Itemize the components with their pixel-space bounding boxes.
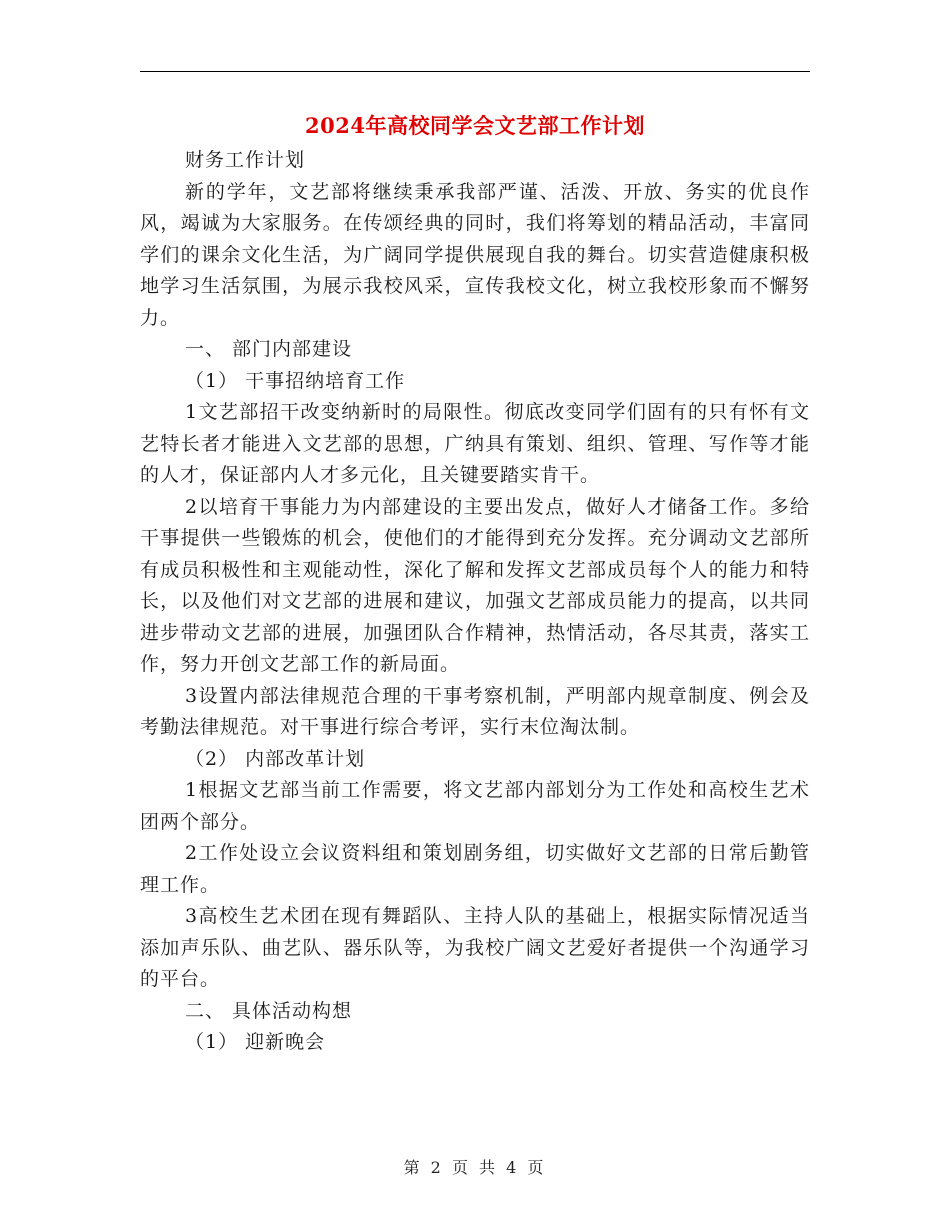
paragraph-item-2: 2以培育干事能力为内部建设的主要出发点，做好人才储备工作。多给干事提供一些锻炼的机会，使他们的才能得到充分发挥。充分调动文艺部所有成员积极性和主观能动性，深化了解和发挥文艺部成员每个人的能力和特长，以及他们对文艺部的进展和建议，加强文艺部成员能力的提高，以共同进步带动文艺部的进展，加强团队合作精神，热情活动，各尽其责，落实工作，努力开创文艺部工作的新局面。 (140, 495, 810, 675)
page-footer: 第 2 页 共 4 页 (403, 1158, 547, 1177)
subsection-heading-1-2: （2） 内部改革计划 (185, 747, 366, 770)
paragraph-intro: 新的学年，文艺部将继续秉承我部严谨、活泼、开放、务实的优良作风，竭诚为大家服务。在传颂经典的同时，我们将筹划的精品活动，丰富同学们的课余文化生活，为广阔同学提供展现自我的舞台。切实营造健康积极地学习生活氛围，为展示我校风采，宣传我校文化，树立我校形象而不懈努力。 (140, 180, 810, 329)
paragraph-item-4: 1根据文艺部当前工作需要，将文艺部内部划分为工作处和高校生艺术团两个部分。 (140, 779, 810, 833)
subsection-heading-1-1: （1） 干事招纳培育工作 (185, 369, 406, 392)
subsection-heading-2-1: （1） 迎新晚会 (185, 1031, 326, 1053)
section-heading-1: 一、 部门内部建设 (185, 338, 353, 360)
paragraph-item-3: 3设置内部法律规范合理的干事考察机制，严明部内规章制度、例会及考勤法律规范。对干事进行综合考评，实行末位淘汰制。 (140, 684, 810, 738)
paragraph-subtitle: 财务工作计划 (185, 149, 306, 171)
section-heading-2: 二、 具体活动构想 (185, 999, 353, 1022)
document-title: 2024年高校同学会文艺部工作计划 (305, 113, 645, 138)
header-rule (140, 71, 810, 72)
document-body (140, 145, 810, 1059)
paragraph-item-1: 1文艺部招干改变纳新时的局限性。彻底改变同学们固有的只有怀有文艺特长者才能进入文艺部的思想，广纳具有策划、组织、管理、写作等才能的人才，保证部内人才多元化，且关键要踏实肯干。 (140, 401, 810, 486)
paragraph-item-5: 2工作处设立会议资料组和策划剧务组，切实做好文艺部的日常后勤管理工作。 (140, 842, 810, 896)
paragraph-item-6: 3高校生艺术团在现有舞蹈队、主持人队的基础上，根据实际情况适当添加声乐队、曲艺队、器乐队等，为我校广阔文艺爱好者提供一个沟通学习的平台。 (140, 905, 810, 990)
